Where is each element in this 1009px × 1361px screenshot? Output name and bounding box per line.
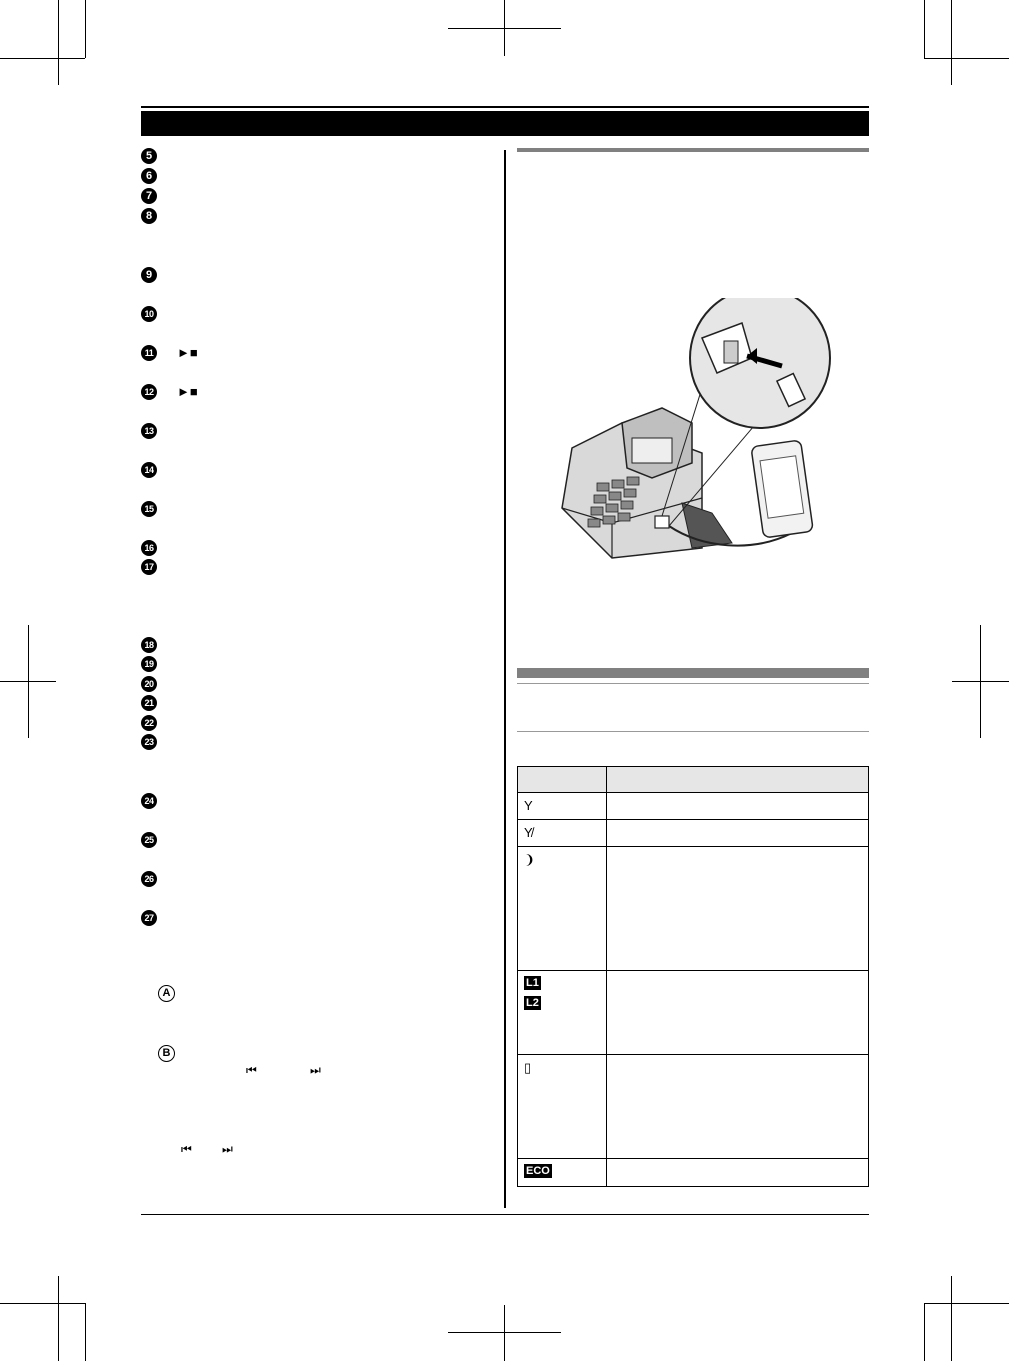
marker-21: 21: [141, 695, 157, 711]
skip-forward-icon: ⏭: [222, 1142, 233, 1156]
skip-back-icon: ⏮: [181, 1142, 192, 1156]
table-cell: [607, 793, 869, 820]
crop-mark: [924, 1303, 1009, 1304]
registration-mark: [504, 1305, 505, 1361]
registration-mark: [0, 681, 56, 682]
skip-forward-icon: ⏭: [310, 1063, 321, 1077]
table-row: [518, 820, 607, 847]
page-header-bar: [141, 111, 869, 136]
sub-marker-a: A: [158, 985, 175, 1002]
marker-20: 20: [141, 676, 157, 692]
marker-23: 23: [141, 734, 157, 750]
table-row: [518, 793, 607, 820]
marker-26: 26: [141, 871, 157, 887]
play-stop-icon: ►■: [177, 345, 198, 360]
crop-mark: [0, 58, 85, 59]
table-cell: [607, 847, 869, 971]
mobile-phone-icon: ▯: [524, 1060, 532, 1075]
registration-mark: [448, 1332, 561, 1333]
crop-mark: [924, 58, 1009, 59]
marker-5: 5: [141, 148, 157, 164]
marker-17: 17: [141, 559, 157, 575]
crop-mark: [0, 1303, 85, 1304]
crop-mark: [58, 1276, 59, 1361]
line-2-icon: L2: [526, 997, 539, 1009]
marker-13: 13: [141, 423, 157, 439]
line-1-icon: L1: [526, 977, 539, 989]
footer-rule: [141, 1214, 869, 1215]
table-cell: [607, 1055, 869, 1159]
marker-19: 19: [141, 656, 157, 672]
table-cell: [607, 820, 869, 847]
crop-mark: [951, 1276, 952, 1361]
crop-mark: [951, 0, 952, 85]
marker-10: 10: [141, 306, 157, 322]
play-stop-icon: ►■: [177, 384, 198, 399]
marker-11: 11: [141, 345, 157, 361]
marker-14: 14: [141, 462, 157, 478]
section-bar: [517, 668, 869, 678]
no-signal-antenna-icon: Y̸: [524, 825, 533, 840]
marker-7: 7: [141, 188, 157, 204]
handset-in-use-icon: ❩: [524, 852, 535, 867]
table-cell: [607, 1159, 869, 1187]
marker-6: 6: [141, 168, 157, 184]
crop-mark: [924, 1303, 925, 1361]
phone-charging-illustration: [552, 298, 842, 573]
marker-12: 12: [141, 384, 157, 400]
marker-16: 16: [141, 540, 157, 556]
marker-15: 15: [141, 501, 157, 517]
section-rule: [517, 731, 869, 732]
marker-8: 8: [141, 208, 157, 224]
crop-mark: [58, 0, 59, 85]
marker-24: 24: [141, 793, 157, 809]
crop-mark: [85, 0, 86, 58]
eco-mode-icon: ECO: [526, 1165, 550, 1177]
marker-18: 18: [141, 637, 157, 653]
registration-mark: [448, 28, 561, 29]
table-cell: [607, 971, 869, 1055]
table-header: [518, 767, 607, 793]
table-row: [518, 971, 607, 1055]
signal-antenna-icon: Y: [524, 798, 533, 813]
table-row: [518, 1055, 607, 1159]
table-header: [607, 767, 869, 793]
header-rule: [141, 106, 869, 108]
marker-9: 9: [141, 267, 157, 283]
table-row: [518, 1159, 607, 1187]
marker-27: 27: [141, 910, 157, 926]
skip-back-icon: ⏮: [246, 1063, 257, 1077]
section-bar: [517, 148, 869, 152]
marker-22: 22: [141, 715, 157, 731]
table-row: [518, 847, 607, 971]
sub-marker-b: B: [158, 1045, 175, 1062]
marker-25: 25: [141, 832, 157, 848]
display-icons-table: [517, 766, 869, 1187]
column-divider: [504, 150, 506, 1208]
section-rule: [517, 683, 869, 684]
registration-mark: [952, 681, 1009, 682]
crop-mark: [85, 1303, 86, 1361]
crop-mark: [924, 0, 925, 58]
